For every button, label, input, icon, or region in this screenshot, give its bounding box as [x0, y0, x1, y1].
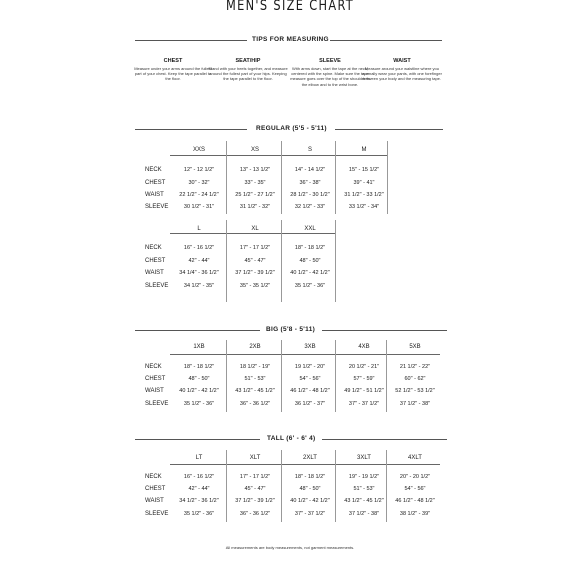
measurement-cell: 37 1/2" - 39 1/2" [235, 270, 275, 276]
tips-heading: TIPS FOR MEASURING [252, 36, 329, 43]
big-divider-right [322, 330, 447, 331]
row-label: NECK [145, 245, 162, 251]
measurement-cell: 36" - 38" [299, 180, 321, 186]
column-divider [226, 340, 227, 412]
size-header: 2XLT [303, 455, 317, 461]
measurement-cell: 20 1/2" - 21" [348, 364, 380, 370]
measurement-cell: 43 1/2" - 45 1/2" [235, 388, 275, 394]
row-label: NECK [145, 364, 162, 370]
measurement-cell: 48" - 50" [299, 486, 321, 492]
measurement-cell: 35 1/2" - 36" [294, 283, 326, 289]
tall-divider-left [135, 439, 260, 440]
measurement-cell: 42" - 44" [188, 486, 210, 492]
measurement-cell: 31 1/2" - 33 1/2" [344, 192, 384, 198]
big-divider-left [135, 330, 260, 331]
size-header: LT [195, 455, 203, 461]
tall-divider-right [322, 439, 447, 440]
row-label: NECK [145, 474, 162, 480]
measurement-cell: 40 1/2" - 42 1/2" [290, 498, 330, 504]
measurement-cell: 60" - 62" [404, 376, 426, 382]
measurement-cell: 40 1/2" - 42 1/2" [290, 270, 330, 276]
size-header: 5XB [409, 344, 421, 350]
row-label: NECK [145, 167, 162, 173]
size-header: S [307, 147, 312, 153]
measurement-cell: 17" - 17 1/2" [239, 474, 271, 480]
measurement-cell: 35" - 35 1/2" [239, 283, 271, 289]
measurement-cell: 16" - 16 1/2" [183, 474, 215, 480]
row-label: WAIST [145, 192, 164, 198]
measurement-cell: 35 1/2" - 36" [183, 401, 215, 407]
size-header: 2XB [249, 344, 261, 350]
measurement-cell: 51" - 53" [244, 376, 266, 382]
measurement-cell: 35 1/2" - 36" [183, 511, 215, 517]
measurement-cell: 37 1/2" - 38" [399, 401, 431, 407]
measurement-cell: 30" - 32" [188, 180, 210, 186]
measurement-cell: 34 1/2" - 36 1/2" [179, 498, 219, 504]
size-header: 3XLT [357, 455, 371, 461]
tip-text-seat-hip: Stand with your heels together, and measure around the fullest part of your hips. Keeping the tape parallel to the floor. [208, 66, 288, 82]
measurement-cell: 19" - 19 1/2" [348, 474, 380, 480]
table-header-divider [170, 354, 440, 355]
size-header: XXL [304, 226, 316, 232]
measurement-cell: 37 1/2" - 39 1/2" [235, 498, 275, 504]
table-header-divider [170, 155, 387, 156]
measurement-cell: 34 1/4" - 36 1/2" [179, 270, 219, 276]
measurement-cell: 42" - 44" [188, 258, 210, 264]
measurement-cell: 37 1/2" - 38" [348, 511, 380, 517]
row-label: SLEEVE [145, 511, 169, 517]
row-label: CHEST [145, 180, 166, 186]
big-section-title: BIG (5'8 - 5'11) [266, 326, 316, 333]
tip-label-waist: WAIST [393, 58, 411, 64]
size-header: L [197, 226, 201, 232]
measurement-cell: 20" - 20 1/2" [399, 474, 431, 480]
row-label: CHEST [145, 486, 166, 492]
measurement-cell: 13" - 13 1/2" [239, 167, 271, 173]
measurement-cell: 39" - 41" [353, 180, 375, 186]
size-header: M [361, 147, 367, 153]
measurement-cell: 25 1/2" - 27 1/2" [235, 192, 275, 198]
measurement-cell: 12" - 12 1/2" [183, 167, 215, 173]
measurement-cell: 51" - 53" [353, 486, 375, 492]
page-title: MEN'S SIZE CHART [225, 0, 355, 14]
size-header: 1XB [193, 344, 205, 350]
measurement-cell: 36" - 36 1/2" [239, 511, 271, 517]
measurement-cell: 54" - 56" [404, 486, 426, 492]
size-header: 4XLT [408, 455, 422, 461]
tips-divider-right [330, 40, 442, 41]
measurement-cell: 57" - 59" [353, 376, 375, 382]
size-header: 4XB [358, 344, 370, 350]
column-divider [226, 220, 227, 302]
tip-label-sleeve: SLEEVE [319, 58, 341, 64]
measurement-cell: 17" - 17 1/2" [239, 245, 271, 251]
measurement-cell: 18" - 18 1/2" [294, 245, 326, 251]
row-label: SLEEVE [145, 401, 169, 407]
measurement-cell: 16" - 16 1/2" [183, 245, 215, 251]
measurement-cell: 52 1/2" - 53 1/2" [395, 388, 435, 394]
tips-divider-left [135, 40, 247, 41]
measurement-cell: 45" - 47" [244, 258, 266, 264]
measurement-cell: 48" - 50" [299, 258, 321, 264]
row-label: CHEST [145, 376, 166, 382]
table-header-divider [170, 464, 440, 465]
size-header: XL [251, 226, 259, 232]
size-header: XLT [249, 455, 261, 461]
measurement-cell: 33" - 35" [244, 180, 266, 186]
row-label: WAIST [145, 270, 164, 276]
footnote: All measurements are body measurements, not garment measurements. [225, 545, 355, 550]
measurement-cell: 48" - 50" [188, 376, 210, 382]
row-label: CHEST [145, 258, 166, 264]
measurement-cell: 28 1/2" - 30 1/2" [290, 192, 330, 198]
row-label: WAIST [145, 388, 164, 394]
measurement-cell: 31 1/2" - 32" [239, 204, 271, 210]
measurement-cell: 30 1/2" - 31" [183, 204, 215, 210]
measurement-cell: 37" - 37 1/2" [348, 401, 380, 407]
measurement-cell: 46 1/2" - 48 1/2" [290, 388, 330, 394]
measurement-cell: 34 1/2" - 35" [183, 283, 215, 289]
column-divider [226, 141, 227, 214]
size-header: XS [250, 147, 259, 153]
measurement-cell: 36" - 36 1/2" [239, 401, 271, 407]
size-header: XXS [192, 147, 205, 153]
measurement-cell: 45" - 47" [244, 486, 266, 492]
measurement-cell: 15" - 15 1/2" [348, 167, 380, 173]
regular-divider-right [335, 129, 443, 130]
measurement-cell: 36 1/2" - 37" [294, 401, 326, 407]
measurement-cell: 38 1/2" - 39" [399, 511, 431, 517]
table-header-divider [170, 233, 335, 234]
tip-text-sleeve: With arms down, start the tape at the neck, centered with the spine. Make sure the tape measure goes over the top of the shoulder to the elbow and to the wrist bone. [290, 66, 370, 87]
row-label: WAIST [145, 498, 164, 504]
measurement-cell: 19 1/2" - 20" [294, 364, 326, 370]
tip-label-chest: CHEST [163, 58, 183, 64]
regular-divider-left [135, 129, 247, 130]
regular-section-title: REGULAR (5'5 - 5'11) [256, 125, 327, 132]
measurement-cell: 18" - 18 1/2" [294, 474, 326, 480]
measurement-cell: 18" - 18 1/2" [183, 364, 215, 370]
measurement-cell: 22 1/2" - 24 1/2" [179, 192, 219, 198]
measurement-cell: 54" - 56" [299, 376, 321, 382]
tall-section-title: TALL (6' - 6' 4) [267, 435, 316, 442]
measurement-cell: 33 1/2" - 34" [348, 204, 380, 210]
measurement-cell: 40 1/2" - 42 1/2" [179, 388, 219, 394]
tip-text-waist: Measure around your waistline where you normally wear your pants, with one forefinger between your body and the measuring tape. [362, 66, 442, 82]
measurement-cell: 32 1/2" - 33" [294, 204, 326, 210]
measurement-cell: 43 1/2" - 45 1/2" [344, 498, 384, 504]
measurement-cell: 21 1/2" - 22" [399, 364, 431, 370]
size-header: 3XB [304, 344, 316, 350]
tip-label-seat-hip: SEAT/HIP [235, 58, 261, 64]
measurement-cell: 46 1/2" - 48 1/2" [395, 498, 435, 504]
column-divider [226, 450, 227, 522]
measurement-cell: 18 1/2" - 19" [239, 364, 271, 370]
row-label: SLEEVE [145, 204, 169, 210]
measurement-cell: 14" - 14 1/2" [294, 167, 326, 173]
measurement-cell: 49 1/2" - 51 1/2" [344, 388, 384, 394]
row-label: SLEEVE [145, 283, 169, 289]
tip-text-chest: Measure under your arms around the fullest part of your chest. Keep the tape parallel to the floor. [134, 66, 212, 82]
measurement-cell: 37" - 37 1/2" [294, 511, 326, 517]
